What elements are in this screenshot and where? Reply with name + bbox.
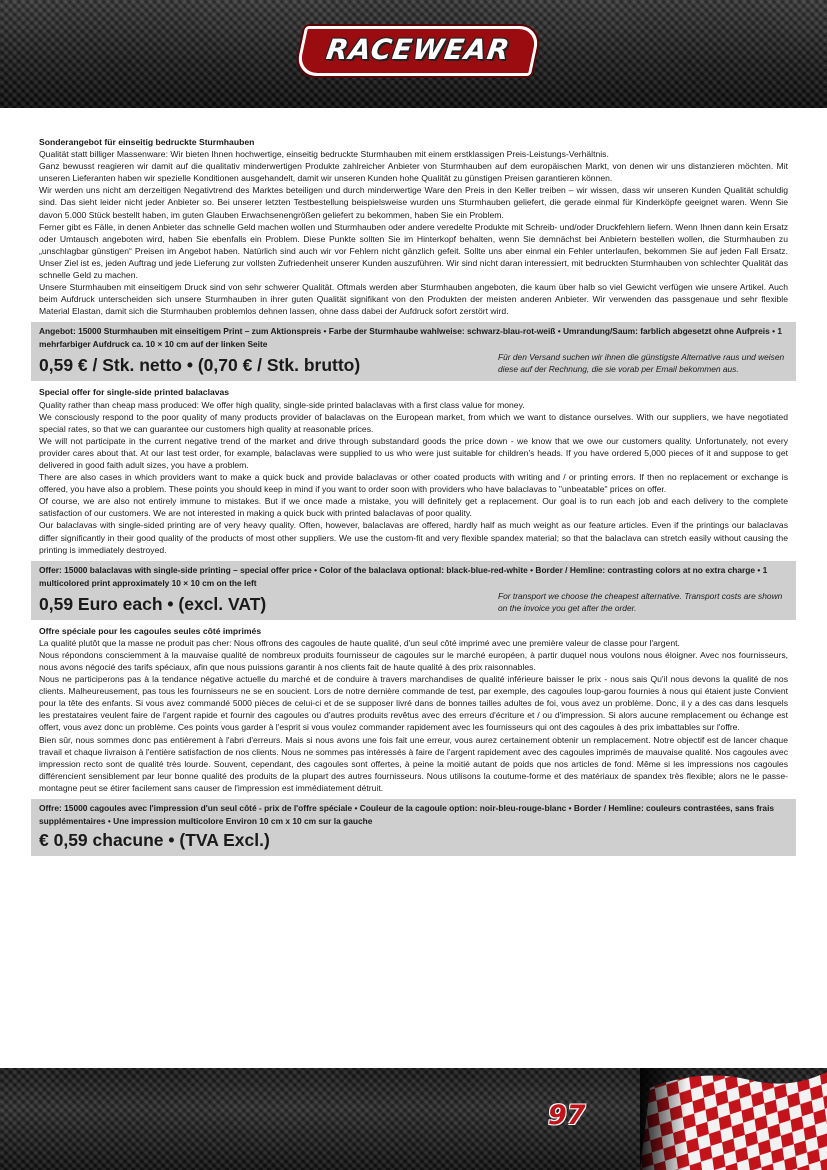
paragraph: La qualité plutôt que la masse ne produit pas cher: Nous offrons des cagoules de haute qualité, d'un seul côté imprimé avec une première valeur de classe pour l'argent. [39,637,680,648]
page-content [39,136,788,861]
price-label: 0,59 € / Stk. netto • (0,70 € / Stk. brutto) [39,355,361,376]
checkered-flag-icon [640,1068,827,1170]
german-section [39,136,788,317]
paragraph: Wir werden uns nicht am derzeitigen Negativtrend des Marktes beteiligen und durch minderwertige Ware den Preis in den Keller treiben – wir wissen, dass wir unseren Kunden Qualität schuldig sind. Das sieht leider nicht jeder Anbieter so. Bei unserer letzten Testbestellung beispielsweise wurden uns Sturmhauben geliefert, die gerade einmal für Kinderköpfe geeignet waren. Wenn Sie davon 5.000 Stück bestellt haben, im guten Glauben Erwachsenengrößen geliefert zu bekommen, haben Sie ein Problem. [39,185,788,220]
paragraph: Quality rather than cheap mass produced: We offer high quality, single-side printed balaclavas with a first class value for money. [39,399,525,410]
paragraph: Ganz bewusst reagieren wir damit auf die qualitativ minderwertigen Produkte zahlreicher Anbieter von Sturmhauben auf dem europäischen Markt, von denen wir uns distanzieren möchten. Mit unseren Lieferanten haben wir spezielle Konditionen ausgehandelt, damit wir unseren Kunden hohe Qualität zu günstigen Preisen garantieren können. [39,161,788,184]
paragraph: We consciously respond to the poor quality of many products provider of balaclavas on the European market, from which we want to distance ourselves. With our suppliers, we have negotiated special rates, so that we can guarantee our customers high quality at reasonable prices. [39,411,788,434]
section-heading-en: Special offer for single-side printed balaclavas [39,387,230,398]
shipping-note: For transport we choose the cheapest alternative. Transport costs are shown on the invoice you get after the order. [498,590,783,613]
section-heading-de: Sonderangebot für einseitig bedruckte Sturmhauben [39,137,255,147]
paragraph: Of course, we are also not entirely immune to mistakes. But if we once made a mistake, you will definitely get a replacement. Our goal is to run each job and each delivery to the complete satisfaction of our customers. We are not interested in making a quick buck with printed balaclavas of poor quality. [39,496,788,519]
paragraph: Unsere Sturmhauben mit einseitigem Druck sind von sehr schwerer Qualität. Oftmals werden aber Sturmhauben angeboten, die kaum über halb so viel Gewicht verfügen wie unsere Artikel. Auch beim Aufdruck unterscheiden sich unsere Sturmhauben in ihrer guten Qualität signifikant von den Produkten der meisten anderen Anbieter. Wir verwenden das passgenaue und sehr flexible Material Elastan, damit sich die Sturmhauben problemlos dehnen lassen, ohne dass dabei der Aufdruck sofort zerstört wird. [39,282,788,317]
french-section [39,625,788,794]
offer-terms: Angebot: 15000 Sturmhauben mit einseitigem Print – zum Aktionspreis • Farbe der Sturmhaube wahlweise: schwarz-blau-rot-weiß • Umrandung/Saum: farblich abgesetzt ohne Aufpreis • 1 mehrfarbiger Aufdruck ca. 10 × 10 cm auf der linken Seite [39,326,782,350]
offer-terms: Offer: 15000 balaclavas with single-side printing – special offer price • Color of the balaclava optional: black-blue-red-white • Border / Hemline: contrasting colors at no extra charge • 1 multicolored print approximately 10 × 10 cm on the left [39,564,768,588]
english-section [39,386,788,555]
paragraph: Nous répondons consciemment à la mauvaise qualité de nombreux produits fournisseur de cagoules sur le marché européen, à partir duquel nous voulons nous éloigner. Avec nos fournisseurs, nous avons négocié des tarifs spéciaux, afin que nous puissions garantir à nos clients fait de haute qualité à des prix raisonnables. [39,649,788,672]
footer-banner [0,1068,827,1170]
paragraph: Ferner gibt es Fälle, in denen Anbieter das schnelle Geld machen wollen und Sturmhauben oder andere veredelte Produkte mit Schreib- und/oder Druckfehlern liefern. Wenn Ihnen dann kein Ersatz oder Umtausch angeboten wird, haben Sie ebenfalls ein Problem. Diese Punkte sollten Sie im Hinterkopf behalten, wenn Sie demnächst bei Anbietern bestellen wollen, die Sturmhauben zu „unschlagbar günstigen“ Preisen im Angebot haben. Natürlich sind auch wir vor Fehlern nicht gänzlich gefeit. Sollte uns aber einmal ein Fehler unterlaufen, bekommen Sie auf jeden Fall Ersatz. Unser Ziel ist es, jeden Auftrag und jede Lieferung zur vollsten Zufriedenheit unserer Kunden auszuführen. Wir sind nicht daran interessiert, mit bedruckten Sturmhauben von schlechter Qualität das schnelle Geld zu machen. [39,221,788,281]
shipping-note: Für den Versand suchen wir ihnen die günstigste Alternative raus und weisen diese auf der Rechnung, die sie vorab per Email bekommen aus. [498,352,785,375]
section-heading-fr: Offre spéciale pour les cagoules seules côté imprimés [39,625,262,636]
logo-text: RACEWEAR [324,33,513,66]
paragraph: Our balaclavas with single-sided printing are of very heavy quality. Often, however, balaclavas are offered, hardly half as much weight as our feature articles. Even if the printings our balaclavas differ significantly in their good quality of the products of most other suppliers. We use the custom-fit and very flexible spandex material; so that the balaclava can stretch easily without causing the printing is immediately destroyed. [39,520,788,555]
paragraph: There are also cases in which providers want to make a quick buck and provide balaclavas or other coated products with writing and / or printing errors. If then no replacement or exchange is offered, you have also a problem. These points you should keep in mind if you want to order soon with providers who have balaclavas to "unbeatable" prices on offer. [39,472,788,495]
price-row [39,351,788,377]
price-label: 0,59 Euro each • (excl. VAT) [39,593,267,614]
racewear-logo [295,26,542,76]
paragraph: We will not participate in the current negative trend of the market and drive through substandard goods the price down - we know that we owe our customers quality. Unfortunately, not every provider cares about that. At our last test order, for example, balaclavas were supplied to us who were just suitable for children's heads. If you have ordered 5,000 pieces of it and suppose to get delivered in good faith adult sizes, you have a problem. [39,435,788,470]
price-label: € 0,59 chacune • (TVA Excl.) [39,830,270,851]
offer-terms: Offre: 15000 cagoules avec l'impression d'un seul côté - prix de l'offre spéciale • Couleur de la cagoule option: noir-bleu-rouge-blanc • Border / Hemline: couleurs contrastées, sans frais supplémentaires • Une impression multicolore Environ 10 cm x 10 cm sur la gauche [39,803,775,827]
page-number: 97 [548,1100,586,1131]
price-row [39,590,788,616]
paragraph: Bien sûr, nous sommes donc pas entièrement à l'abri d'erreurs. Mais si nous avons une fois fait une erreur, vous aurez certainement obtenir un remplacement. Notre objectif est de lancer chaque travail et chaque livraison à l'entière satisfaction de nos clients. Nous ne sommes pas intéressés à faire de l'argent rapidement avec des cagoules imprimés de mauvaise qualité. Nos cagoules avec impression recto sont de qualité très lourde. Souvent, cependant, des cagoules sont offertes, à peine la moitié autant de poids que nos articles de fond. Même si les impressions nos cagoules différencient sensiblement par leur bonne qualité des produits de la plupart des autres fournisseurs. Nous utilisons la coutume-forme et des matériaux de spandex très flexible; alors ne le passe-montagne peut se étirer facilement sans causer de l'impression est immédiatement détruit. [39,734,788,793]
price-row [39,828,788,852]
offer-box-de [31,322,796,381]
paragraph: Qualität statt billiger Massenware: Wir bieten Ihnen hochwertige, einseitig bedruckte Sturmhauben mit einem erstklassigen Preis-Leistungs-Verhältnis. [39,149,609,160]
offer-box-fr [31,799,796,856]
header-banner [0,0,827,108]
paragraph: Nous ne participerons pas à la tendance négative actuelle du marché et de conduire à travers marchandises de qualité inférieure baisser le prix - nous sais Qu'il nous devons la qualité de nos clients. Malheureusement, pas tous les fournisseurs ne se en soucient. Lors de notre dernière commande de test, par exemple, des cagoules loup-garou fournies à nous qui étaient juste Convient pour la tête des enfants. Si vous avez commandé 5000 pièces de celui-ci et de se supposer livré dans de bonnes tailles adultes de foi, vous avez un problème. Donc, il y a des cas dans lesquels les prestataires veulent faire de l'argent rapide et fournir des cagoules ou d'autres produits revêtus avec des erreurs d'écriture et / ou d'impression. Si alors aucune remplacement ou échange est offert, vous avez donc un problème. Ces points vous garder à l'esprit si vous voulez commander rapidement avec les fournisseurs qui ont des cagoules à des prix imbattables sur l'offre. [39,674,788,733]
offer-box-en [31,561,796,620]
